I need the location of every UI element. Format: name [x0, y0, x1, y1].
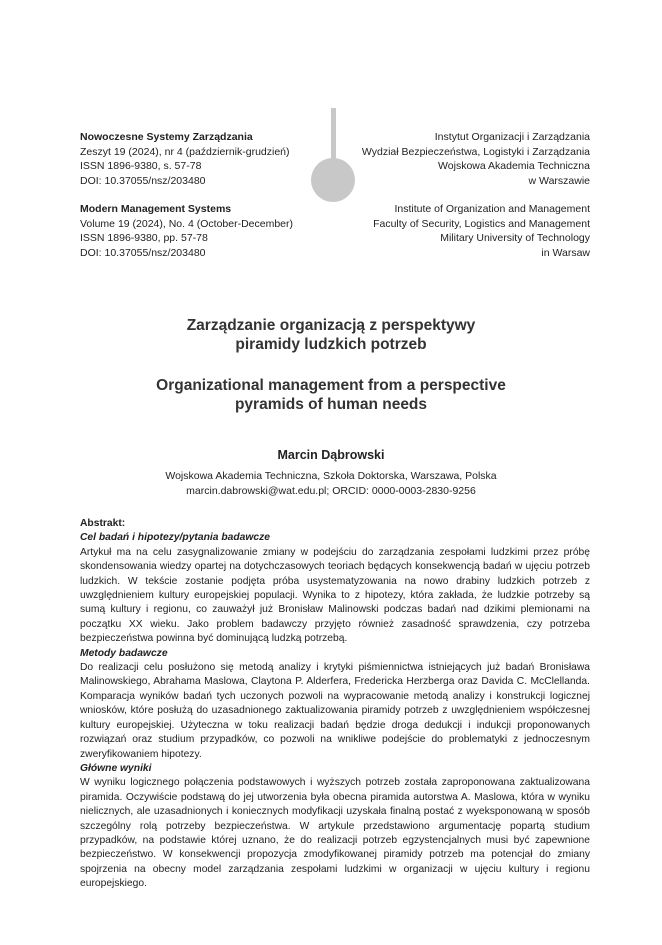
contact-info: marcin.dabrowski@wat.edu.pl; ORCID: 0000-0003-2830-9256: [186, 485, 476, 497]
author-name: Marcin Dąbrowski: [277, 448, 385, 462]
institution-info-en: [330, 202, 590, 260]
institution-line: Wojskowa Akademia Techniczna: [438, 160, 590, 172]
institution-header-right: [330, 130, 590, 274]
abstract: [80, 517, 590, 892]
title-line: Organizational management from a perspective: [156, 377, 506, 394]
section-text: Artykuł ma na celu zasygnalizowanie zmiany w podejściu do zarządzania zespołami ludzkimi przez próbę skondensowania wiedzy opartej na dotychczasowych teoriach będących konsekwencją badań w ujęciu potrzeb ludzkich. W tekście zostanie podjęta próba usystematyzowania na nowo drabiny ludzkich potrzeb z uwzględnieniem kultury europejskiej populacji. Wynika to z hipotezy, która zakłada, że ludzkie potrzeby są sumą kultury i regionu, co zauważył już Bronisław Malinowski podczas badań nad dzikimi plemionami na początku XX wieku. Jako problem badawczy przyjęto również zasadność sprawdzenia, czy potrzeba bezpieczeństwa powinna być dominującą ludzką potrzebą.: [80, 546, 590, 645]
institution-line: Military University of Technology: [440, 232, 590, 244]
journal-doi-en: DOI: 10.37055/nsz/203480: [80, 246, 206, 259]
affiliation: Wojskowa Akademia Techniczna, Szkoła Doktorska, Warszawa, Polska: [165, 470, 497, 482]
journal-name-en: Modern Management Systems: [80, 203, 232, 215]
paper-title-pl: [60, 316, 602, 354]
journal-doi-pl: DOI: 10.37055/nsz/203480: [80, 174, 206, 187]
journal-volume-en: Volume 19 (2024), No. 4 (October-December): [80, 217, 294, 230]
institution-line: in Warsaw: [541, 246, 590, 259]
journal-info-en: [80, 202, 330, 260]
title-line: pyramids of human needs: [234, 396, 428, 413]
author-affiliation-block: [0, 469, 662, 499]
section-text: Do realizacji celu posłużono się metodą analizy i krytyki piśmiennictwa istniejących już badań Bronisława Malinowskiego, Abrahama Maslowa, Claytona P. Alderfera, Fredericka Herzberga oraz Davida C. McClellanda. Komparacja wyników badań tych uczonych pozwoli na wypracowanie metodą analizy i konstrukcji logicznej wniosków, które posłużą do uzasadnionego zaktualizowania piramidy potrzeb z uwzględnieniem współczesnej kultury europejskiej. Użyteczna w toku realizacji badań będzie droga dedukcji i indukcji proponowanych rozwiązań oraz studium przypadków, co pozwoli na wnikliwe podejście do problematyki z jednoczesnym zweryfikowaniem hipotezy.: [80, 662, 590, 760]
journal-header-left: [80, 130, 330, 274]
institution-line: Institute of Organization and Management: [394, 203, 590, 215]
institution-line: Faculty of Security, Logistics and Management: [373, 217, 590, 230]
journal-issn-pl: ISSN 1896-9380, s. 57-78: [80, 160, 202, 172]
journal-issn-en: ISSN 1896-9380, pp. 57-78: [80, 232, 208, 244]
section-heading: Metody badawcze: [80, 647, 168, 659]
institution-line: Wydział Bezpieczeństwa, Logistyki i Zarządzania: [361, 145, 590, 158]
abstract-label: Abstrakt:: [80, 518, 126, 529]
journal-info-pl: [80, 130, 330, 188]
section-heading: Główne wyniki: [80, 762, 152, 774]
section-text: W wyniku logicznego połączenia podstawowych i wyższych potrzeb została zaproponowana zaktualizowana piramida. Oczywiście podstawą do jej utworzenia była obecna piramida autorstwa A. Maslowa, która w wyniku nielicznych, ale uzasadnionych i koniecznych modyfikacji uzyskała finalną postać z wyeksponowaną w sposób szczególny rolą potrzeby bezpieczeństwa. W artykule przedstawiono argumentację popartą studium przypadków, na podstawie której uznano, że do realizacji potrzeb egzystencjalnych musi być zapewnione bezpieczeństwo. W konsekwencji propozycja zmodyfikowanej piramidy potrzeb ma potencjał do zmiany spojrzenia na obecny model zarządzania zespołami ludzkimi w organizacji w ujęciu kultury i regionu europejskiego.: [80, 777, 590, 890]
title-line: Zarządzanie organizacją z perspektywy: [186, 317, 476, 334]
institution-info-pl: [330, 130, 590, 188]
institution-line: w Warszawie: [528, 174, 590, 187]
journal-volume-pl: Zeszyt 19 (2024), nr 4 (październik-grudzień): [80, 145, 290, 158]
institution-line: Instytut Organizacji i Zarządzania: [434, 131, 590, 143]
paper-title-en: [60, 376, 602, 414]
section-heading: Cel badań i hipotezy/pytania badawcze: [80, 532, 270, 544]
title-line: piramidy ludzkich potrzeb: [235, 336, 427, 353]
journal-name-pl: Nowoczesne Systemy Zarządzania: [80, 131, 253, 143]
